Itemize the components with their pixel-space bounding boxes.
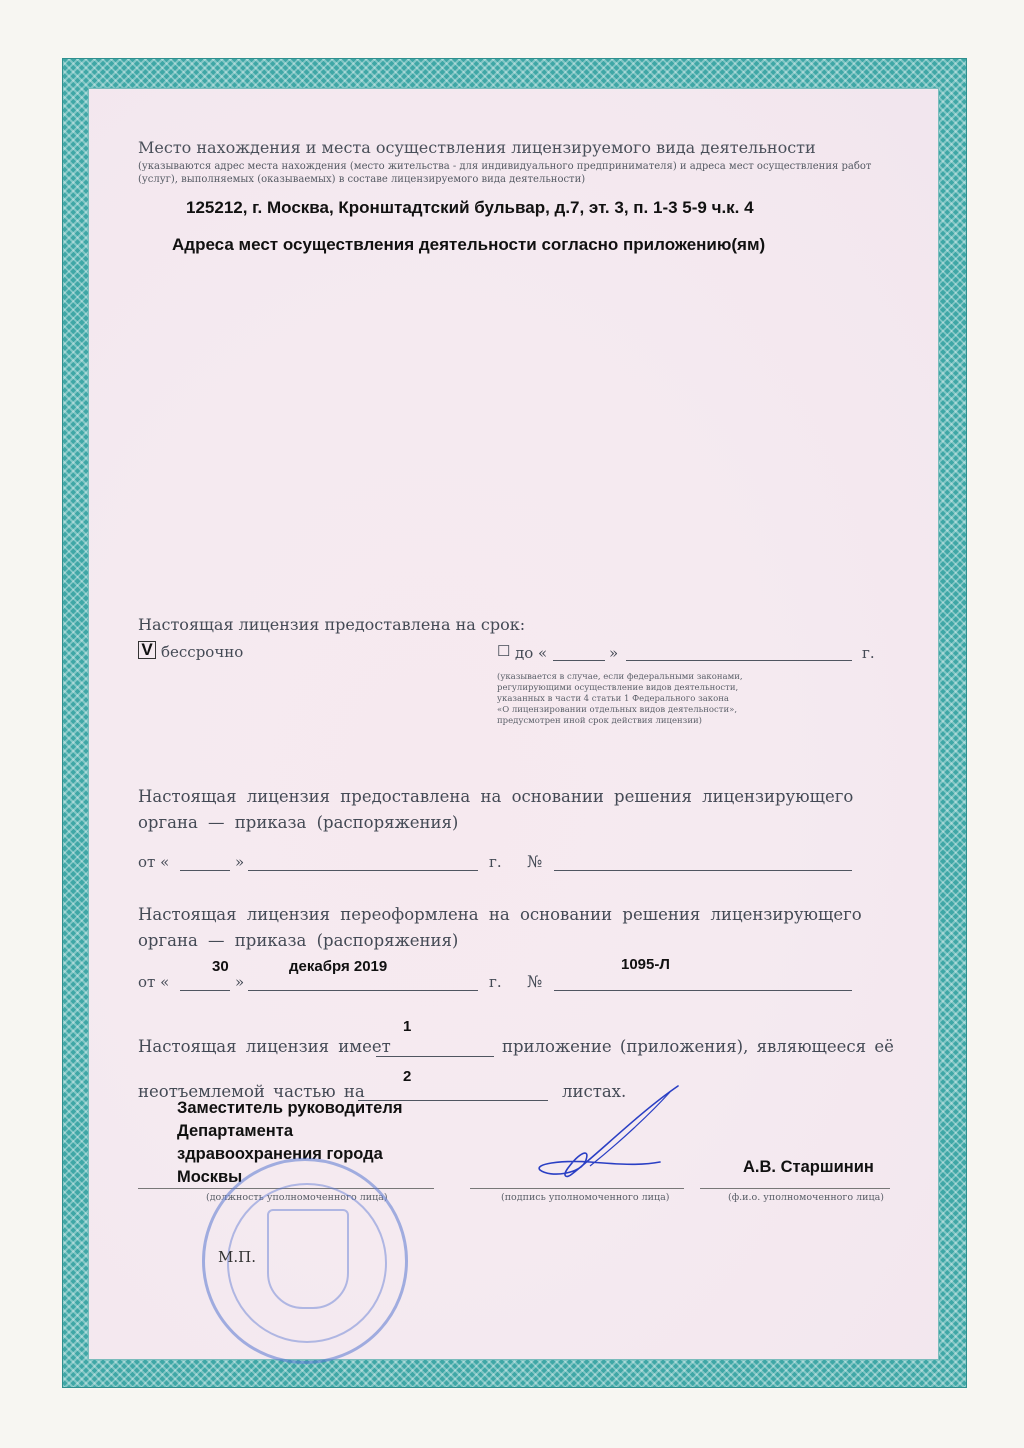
granted-from-mid: » [235,853,245,871]
reissued-number-sign: № [527,972,543,991]
until-date-line [626,660,852,661]
reissued-day-line [180,990,230,991]
reissued-date-line [248,990,478,991]
signatory-position: Заместитель руководителя Департамента здравоохранения города Москвы [177,1099,403,1186]
reissued-number-line [554,990,852,991]
until-year-suffix: г. [862,644,875,662]
addresses-note: Адреса мест осуществления деятельности согласно приложению(ям) [172,235,766,254]
reissued-from-mid: » [235,973,245,991]
granted-number-sign: № [527,852,543,871]
reissued-from-prefix: от « [138,973,170,991]
location-note: (указываются адрес места нахождения (место жительства - для индивидуального предпринимателя) и адреса мест осуществления работ (услуг), выполняемых (оказываемых) в составе лицензируемого вида деятельности) [138,161,872,185]
until-mid: » [609,644,619,662]
until-note: (указывается в случае, если федеральными законами, регулирующими осуществление видов деятельности, указанных в части 4 статьи 1 Федерального закона «О лицензировании отдельных видов деятельности», предусмотрен иной срок действия лицензии) [497,672,743,726]
reissued-number: 1095-Л [621,956,670,973]
signature-line [470,1188,684,1189]
appendix-text-end: листах. [562,1082,627,1101]
appendix-text-second: неотъемлемой частью на [138,1082,365,1101]
appendix-text-start: Настоящая лицензия имеет [138,1037,391,1056]
until-day-line [553,660,605,661]
position-caption: (должность уполномоченного лица) [206,1192,388,1203]
appendix-count-line [376,1056,494,1057]
until-prefix: до « [515,644,548,662]
granted-number-line [554,870,852,871]
appendix-text-mid: приложение (приложения), являющееся её [502,1037,894,1056]
seal-place-label: М.П. [218,1248,256,1266]
reissued-day: 30 [212,958,229,975]
reissued-heading: Настоящая лицензия переоформлена на основании решения лицензирующего органа — приказа (распоряжения) [138,905,862,950]
appendix-count: 1 [403,1018,412,1035]
granted-heading: Настоящая лицензия предоставлена на основании решения лицензирующего органа — приказа (распоряжения) [138,787,854,832]
granted-from-prefix: от « [138,853,170,871]
granted-date-line [248,870,478,871]
signatory-name: А.В. Старшинин [743,1158,874,1176]
indefinite-checkbox[interactable]: V [138,641,156,659]
handwritten-signature [520,1082,690,1182]
appendix-sheets: 2 [403,1068,412,1085]
granted-year-suffix: г. [489,853,502,871]
seal-coat-of-arms-icon [267,1209,349,1309]
reissued-month-year: декабря 2019 [289,958,388,975]
location-heading: Место нахождения и места осуществления лицензируемого вида деятельности [138,138,816,157]
until-checkbox[interactable]: ☐ [497,642,511,660]
name-caption: (ф.и.о. уполномоченного лица) [728,1192,884,1203]
indefinite-label: бессрочно [161,643,244,661]
granted-day-line [180,870,230,871]
reissued-year-suffix: г. [489,973,502,991]
term-heading: Настоящая лицензия предоставлена на срок: [138,615,526,634]
license-address: 125212, г. Москва, Кронштадтский бульвар, д.7, эт. 3, п. 1-3 5-9 ч.к. 4 [186,198,754,217]
signature-caption: (подпись уполномоченного лица) [501,1192,670,1203]
name-line [700,1188,890,1189]
